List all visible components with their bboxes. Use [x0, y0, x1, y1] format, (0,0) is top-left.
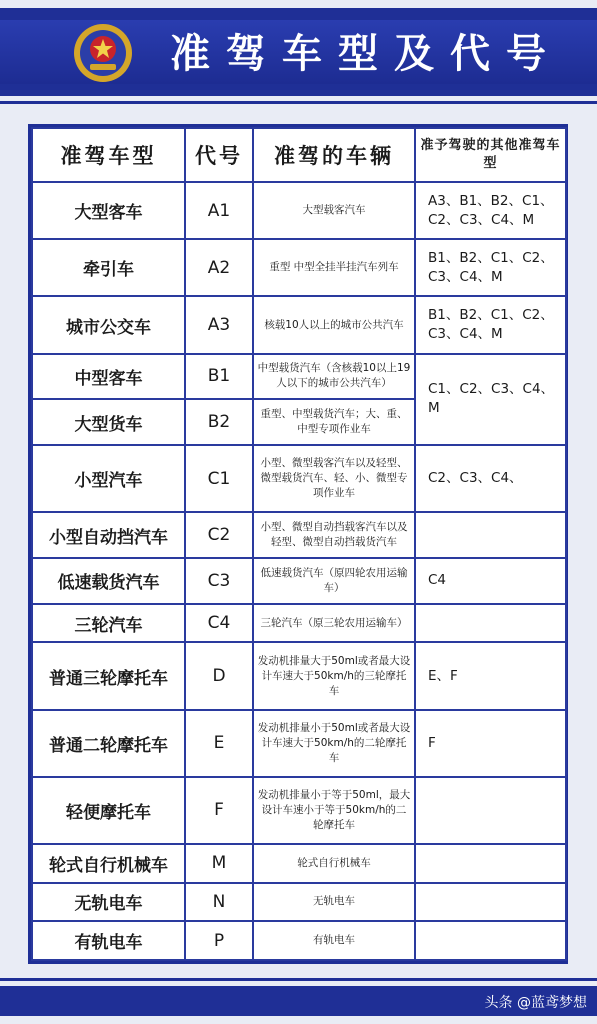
other-permitted-types: F [415, 710, 566, 777]
other-permitted-types [415, 512, 566, 558]
column-header: 准予驾驶的其他准驾车型 [415, 128, 566, 182]
permitted-vehicles: 中型载货汽车（含核载10以上19人以下的城市公共汽车） [253, 354, 415, 400]
table-row [32, 642, 566, 709]
table-row [32, 512, 566, 558]
other-permitted-types [415, 921, 566, 960]
vehicle-type: 中型客车 [32, 354, 185, 400]
license-code: E [185, 710, 253, 777]
license-code: A2 [185, 239, 253, 296]
license-code: C2 [185, 512, 253, 558]
permitted-vehicles: 三轮汽车（原三轮农用运输车） [253, 604, 415, 643]
other-permitted-types: B1、B2、C1、C2、C3、C4、M [415, 239, 566, 296]
license-code: C4 [185, 604, 253, 643]
other-permitted-types: A3、B1、B2、C1、C2、C3、C4、M [415, 182, 566, 239]
permitted-vehicles: 发动机排量小于50ml或者最大设计车速大于50km/h的二轮摩托车 [253, 710, 415, 777]
vehicle-type: 小型自动挡汽车 [32, 512, 185, 558]
other-permitted-types [415, 883, 566, 922]
license-code: C1 [185, 445, 253, 512]
other-permitted-types [415, 844, 566, 883]
license-code: B1 [185, 354, 253, 400]
vehicle-type: 普通二轮摩托车 [32, 710, 185, 777]
table-row [32, 239, 566, 296]
license-table [28, 124, 568, 964]
table-row [32, 777, 566, 844]
permitted-vehicles: 重型 中型全挂半挂汽车列车 [253, 239, 415, 296]
vehicle-type: 低速载货汽车 [32, 558, 185, 604]
license-code: P [185, 921, 253, 960]
license-code: B2 [185, 399, 253, 445]
other-permitted-types: B1、B2、C1、C2、C3、C4、M [415, 296, 566, 353]
watermark: 头条 @蓝鸢梦想 [484, 995, 587, 1011]
other-permitted-types: C4 [415, 558, 566, 604]
header-banner [0, 8, 597, 96]
column-header: 准驾的车辆 [253, 128, 415, 182]
table-row [32, 354, 566, 400]
permitted-vehicles: 低速载货汽车（原四轮农用运输车） [253, 558, 415, 604]
table-row [32, 182, 566, 239]
table-row [32, 604, 566, 643]
permitted-vehicles: 有轨电车 [253, 921, 415, 960]
other-permitted-types: C1、C2、C3、C4、M [415, 354, 566, 446]
vehicle-type: 无轨电车 [32, 883, 185, 922]
vehicle-type: 三轮汽车 [32, 604, 185, 643]
license-code: D [185, 642, 253, 709]
table-row [32, 883, 566, 922]
column-header: 代号 [185, 128, 253, 182]
license-code: A1 [185, 182, 253, 239]
other-permitted-types [415, 604, 566, 643]
vehicle-type: 小型汽车 [32, 445, 185, 512]
other-permitted-types: C2、C3、C4、 [415, 445, 566, 512]
permitted-vehicles: 小型、微型自动挡载客汽车以及轻型、微型自动挡载货汽车 [253, 512, 415, 558]
other-permitted-types [415, 777, 566, 844]
vehicle-type: 大型货车 [32, 399, 185, 445]
license-code: M [185, 844, 253, 883]
page-title: 准驾车型及代号 [170, 31, 562, 77]
table-row [32, 296, 566, 353]
table-row [32, 921, 566, 960]
vehicle-type: 大型客车 [32, 182, 185, 239]
vehicle-type: 有轨电车 [32, 921, 185, 960]
permitted-vehicles: 重型、中型载货汽车；大、重、中型专项作业车 [253, 399, 415, 445]
divider-line [0, 978, 597, 981]
permitted-vehicles: 无轨电车 [253, 883, 415, 922]
table-row [32, 710, 566, 777]
divider-line [0, 101, 597, 104]
vehicle-type: 轮式自行机械车 [32, 844, 185, 883]
license-code: A3 [185, 296, 253, 353]
permitted-vehicles: 大型载客汽车 [253, 182, 415, 239]
table-header-row [32, 128, 566, 182]
permitted-vehicles: 发动机排量小于等于50ml，最大设计车速小于等于50km/h的二轮摩托车 [253, 777, 415, 844]
vehicle-type: 轻便摩托车 [32, 777, 185, 844]
license-code: F [185, 777, 253, 844]
permitted-vehicles: 核载10人以上的城市公共汽车 [253, 296, 415, 353]
license-code: C3 [185, 558, 253, 604]
table-row [32, 445, 566, 512]
police-emblem-icon [72, 22, 134, 84]
vehicle-type: 牵引车 [32, 239, 185, 296]
table-row [32, 558, 566, 604]
permitted-vehicles: 轮式自行机械车 [253, 844, 415, 883]
license-code: N [185, 883, 253, 922]
permitted-vehicles: 发动机排量大于50ml或者最大设计车速大于50km/h的三轮摩托车 [253, 642, 415, 709]
column-header: 准驾车型 [32, 128, 185, 182]
vehicle-type: 普通三轮摩托车 [32, 642, 185, 709]
vehicle-type: 城市公交车 [32, 296, 185, 353]
table-row [32, 844, 566, 883]
permitted-vehicles: 小型、微型载客汽车以及轻型、微型载货汽车、轻、小、微型专项作业车 [253, 445, 415, 512]
other-permitted-types: E、F [415, 642, 566, 709]
